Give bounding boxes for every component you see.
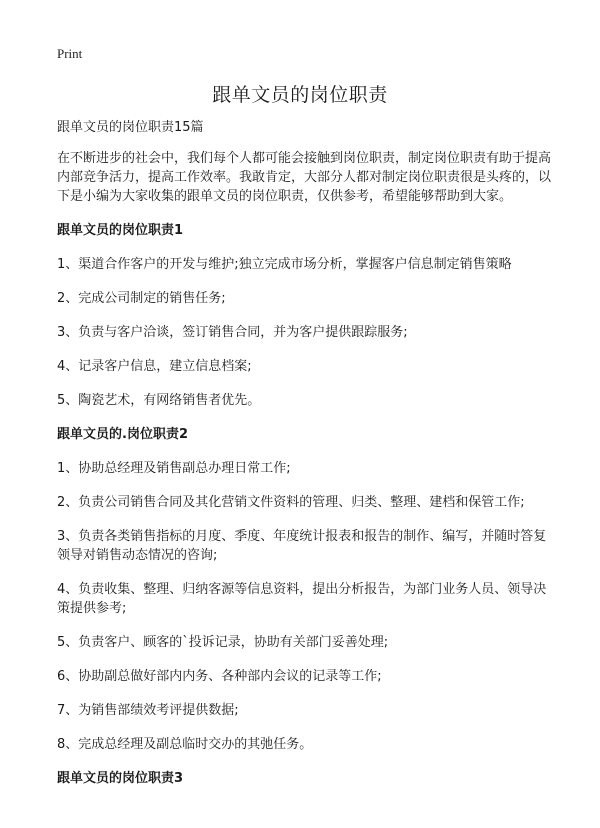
list-item: 8、完成总经理及副总临时交办的其弛任务。 <box>57 737 313 752</box>
list-item: 2、完成公司制定的销售任务; <box>57 291 226 306</box>
section-heading-3: 跟单文员的岗位职责3 <box>57 771 184 786</box>
list-item: 4、负责收集、整理、归纳客源等信息资料，提出分析报告，为部门业务人员、领导决策提供参考; <box>57 582 547 616</box>
document-title: 跟单文员的岗位职责 <box>212 84 388 106</box>
list-item: 1、协助总经理及销售副总办理日常工作; <box>57 461 291 476</box>
list-item: 5、负责客户、顾客的`投诉记录，协助有关部门妥善处理; <box>57 635 389 650</box>
list-item: 3、负责与客户洽谈，签订销售合同，并为客户提供跟踪服务; <box>57 325 408 340</box>
document-subtitle: 跟单文员的岗位职责15篇 <box>57 120 204 135</box>
section-heading-2: 跟单文员的.岗位职责2 <box>57 427 188 442</box>
list-item: 5、陶瓷艺术，有网络销售者优先。 <box>57 393 261 408</box>
list-item: 4、记录客户信息，建立信息档案; <box>57 359 252 374</box>
document-body <box>57 118 557 803</box>
intro-paragraph: 在不断进步的社会中，我们每个人都可能会接触到岗位职责，制定岗位职责有助于提高内部竞争活力，提高工作效率。我敢肯定，大部分人都对制定岗位职责很是头疼的，以下是小编为大家收集的跟单文员的岗位职责，仅供参考，希望能够帮助到大家。 <box>57 151 552 204</box>
list-item: 2、负责公司销售合同及其化营销文件资料的管理、归类、整理、建档和保管工作; <box>57 495 525 510</box>
list-item: 1、渠道合作客户的开发与维护;独立完成市场分析，掌握客户信息制定销售策略 <box>57 257 512 272</box>
list-item: 3、负责各类销售指标的月度、季度、年度统计报表和报告的制作、编写，并随时答复领导对销售动态情况的咨询; <box>57 529 547 563</box>
print-link[interactable]: Print <box>57 46 83 61</box>
list-item: 7、为销售部绩效考评提供数据; <box>57 703 239 718</box>
section-heading-1: 跟单文员的岗位职责1 <box>57 223 184 238</box>
list-item: 6、协助副总做好部内内务、各种部内会议的记录等工作; <box>57 669 382 684</box>
